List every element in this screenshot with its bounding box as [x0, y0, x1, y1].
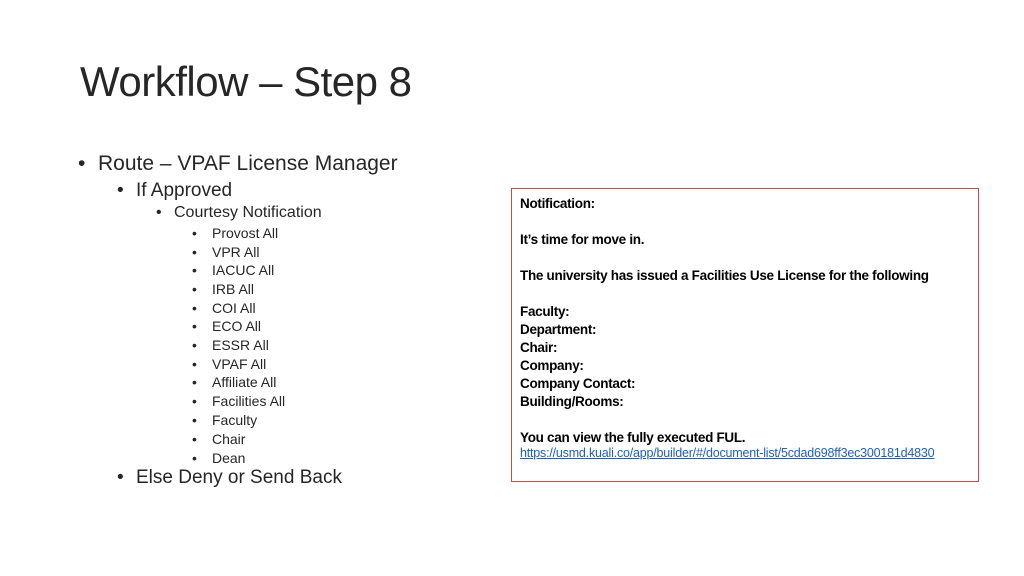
notification-heading: Notification:: [520, 196, 595, 211]
if-approved-text: If Approved: [136, 180, 233, 201]
bullet-dot: •: [117, 180, 124, 201]
field-company: Company:: [520, 358, 584, 373]
bullet-dot: •: [192, 374, 197, 390]
bullet-dot: •: [192, 244, 197, 260]
recipient-item: [192, 374, 277, 390]
field-building-rooms: Building/Rooms:: [520, 394, 624, 409]
bullet-dot: •: [192, 356, 197, 372]
bullet-dot: •: [192, 412, 197, 428]
recipient-item: [192, 450, 246, 466]
notification-box: [511, 188, 979, 482]
recipient-item: [192, 225, 279, 241]
bullet-if-approved: [117, 180, 233, 202]
recipient-label: Facilities All: [212, 393, 286, 409]
bullet-dot: •: [192, 318, 197, 334]
recipient-item: [192, 281, 255, 297]
notification-line-move-in: It’s time for move in.: [520, 232, 645, 247]
bullet-else: [117, 467, 342, 489]
recipient-label: IACUC All: [212, 262, 275, 278]
bullet-dot: •: [192, 431, 197, 447]
notification-view-text: You can view the fully executed FUL.: [520, 430, 746, 445]
bullet-dot: •: [192, 225, 197, 241]
recipient-label: VPAF All: [212, 356, 267, 372]
bullet-courtesy: [156, 204, 322, 222]
recipient-item: [192, 318, 262, 334]
bullet-route: [78, 152, 398, 176]
recipient-label: Dean: [212, 450, 246, 466]
field-department: Department:: [520, 322, 597, 337]
bullet-dot: •: [117, 467, 124, 488]
document-link[interactable]: https://usmd.kuali.co/app/builder/#/document-list/5cdad698ff3ec300181d4830: [520, 446, 935, 460]
slide-title: Workflow – Step 8: [80, 58, 412, 105]
bullet-dot: •: [78, 152, 86, 175]
recipient-label: IRB All: [212, 281, 255, 297]
recipient-label: Provost All: [212, 225, 279, 241]
recipient-label: VPR All: [212, 244, 260, 260]
courtesy-text: Courtesy Notification: [174, 204, 322, 221]
notification-line-license: The university has issued a Facilities Use License for the following: [520, 268, 929, 283]
recipient-label: ECO All: [212, 318, 262, 334]
recipient-item: [192, 412, 258, 428]
route-text: Route – VPAF License Manager: [98, 152, 398, 175]
bullet-dot: •: [192, 262, 197, 278]
recipient-item: [192, 356, 267, 372]
recipient-item: [192, 431, 246, 447]
bullet-dot: •: [192, 450, 197, 466]
recipient-item: [192, 393, 286, 409]
bullet-dot: •: [156, 204, 162, 221]
recipient-label: ESSR All: [212, 337, 269, 353]
else-text: Else Deny or Send Back: [136, 467, 342, 488]
recipient-item: [192, 300, 256, 316]
recipient-item: [192, 262, 275, 278]
bullet-dot: •: [192, 393, 197, 409]
bullet-dot: •: [192, 281, 197, 297]
recipient-label: COI All: [212, 300, 256, 316]
recipient-item: [192, 244, 260, 260]
recipient-label: Affiliate All: [212, 374, 277, 390]
field-faculty: Faculty:: [520, 304, 570, 319]
recipient-item: [192, 337, 269, 353]
field-company-contact: Company Contact:: [520, 376, 636, 391]
recipient-label: Faculty: [212, 412, 258, 428]
bullet-dot: •: [192, 337, 197, 353]
field-chair: Chair:: [520, 340, 558, 355]
recipient-label: Chair: [212, 431, 246, 447]
bullet-dot: •: [192, 300, 197, 316]
